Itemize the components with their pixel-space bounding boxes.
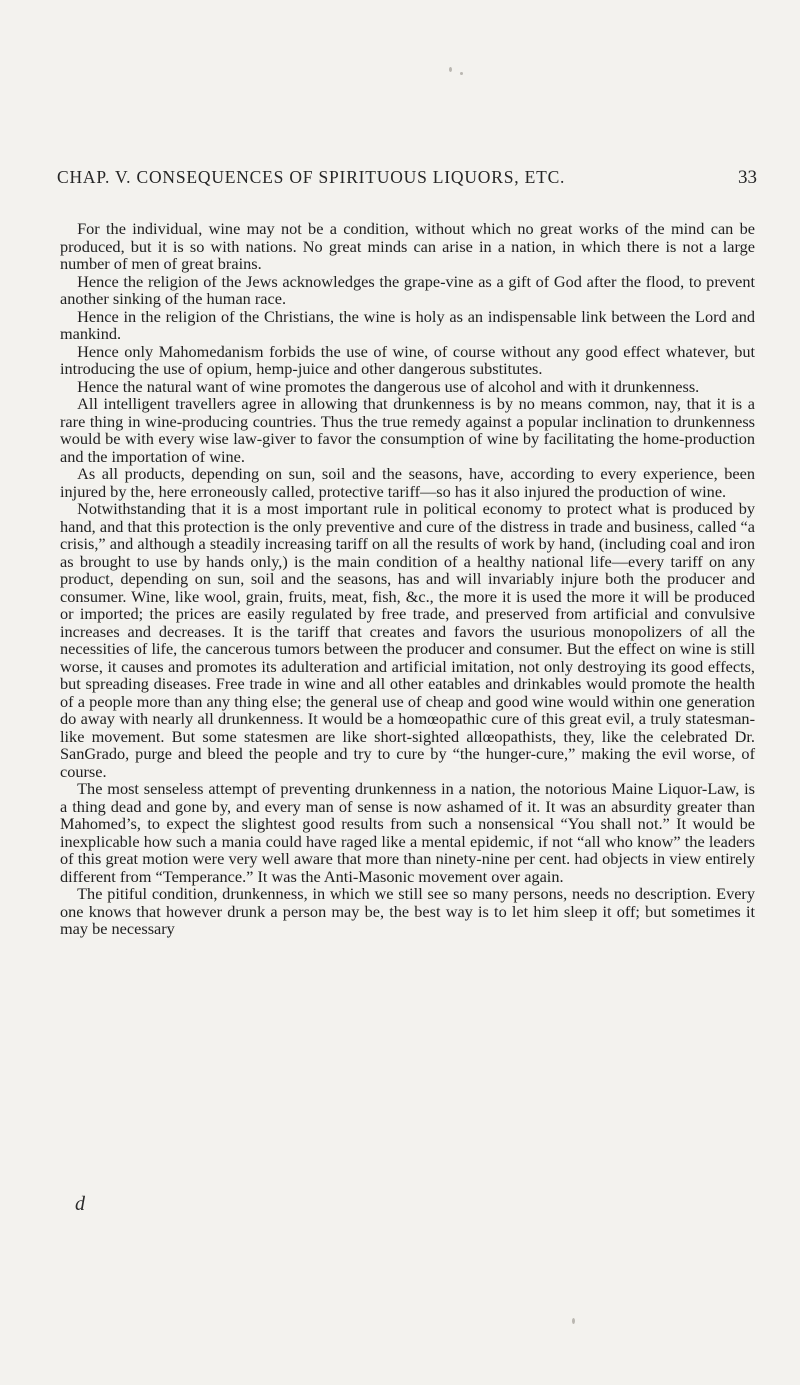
chapter-title: CHAP. V. CONSEQUENCES OF SPIRITUOUS LIQUORS, ETC. [57,167,566,187]
paragraph: Hence the natural want of wine promotes the dangerous use of alcohol and with it drunkenness. [77,376,700,396]
signature-mark: d [75,1193,85,1215]
paragraph: Hence the religion of the Jews acknowledges the grape-vine as a gift of God after the flood, to prevent another sinking of the human race. [60,271,755,308]
paper-speck [572,1318,575,1324]
body-text [60,220,755,938]
page-number: 33 [738,167,757,188]
paragraph: Hence in the religion of the Christians, the wine is holy as an indispensable link between the Lord and mankind. [60,306,755,343]
running-head [57,167,757,197]
paragraph: As all products, depending on sun, soil and the seasons, have, according to every experience, been injured by the, here erroneously called, protective tariff—so has it also injured the production of wine. [60,464,755,501]
paper-speck [460,72,463,75]
paragraph: All intelligent travellers agree in allowing that drunkenness is by no means common, nay, that it is a rare thing in wine-producing countries. Thus the true remedy against a popular inclination to drunkenness would be with every wise law-giver to favor the consumption of wine by facilitating the home-production and the importation of wine. [60,394,755,466]
paragraph: The pitiful condition, drunkenness, in which we still see so many persons, needs no description. Every one knows that however drunk a person may be, the best way is to let him sleep it off; but sometimes it may be necessary [60,884,755,938]
paragraph: The most senseless attempt of preventing drunkenness in a nation, the notorious Maine Liquor-Law, is a thing dead and gone by, and every man of sense is now ashamed of it. It was an absurdity greater than Mahomed’s, to expect the slightest good results from such a nonsensical “You shall not.” It would be inexplicable how such a mania could have raged like a mental epidemic, if not “all who know” the leaders of this great motion were very well aware that more than ninety-nine per cent. had objects in view entirely different from “Temperance.” It was the Anti-Masonic movement over again. [60,779,755,886]
paragraph: For the individual, wine may not be a condition, without which no great works of the mind can be produced, but it is so with nations. No great minds can arise in a nation, in which there is not a large number of men of great brains. [60,219,755,273]
paragraph: Notwithstanding that it is a most important rule in political economy to protect what is produced by hand, and that this protection is the only preventive and cure of the distress in trade and business, called “a crisis,” and although a steadily increasing tariff on all the results of work by hand, (including coal and iron as brought to use by hands only,) is the main condition of a healthy national life—every tariff on any product, depending on sun, soil and the seasons, has and will invariably injure both the producer and consumer. Wine, like wool, grain, fruits, meat, fish, &c., the more it is used the more it will be produced or imported; the prices are easily regulated by free trade, and preserved from artificial and convulsive increases and decreases. It is the tariff that creates and favors the usurious monopolizers of all the necessities of life, the cancerous tumors between the producer and consumer. But the effect on wine is still worse, it causes and promotes its adulteration and artificial imitation, not only destroying its good effects, but spreading diseases. Free trade in wine and all other eatables and drinkables would promote the health of a people more than any thing else; the general use of cheap and good wine would within one generation do away with nearly all drunkenness. It would be a homœopathic cure of this great evil, a truly statesman-like movement. But some statesmen are like short-sighted allœopathists, they, like the celebrated Dr. SanGrado, purge and bleed the people and try to cure by “the hunger-cure,” making the evil worse, of course. [60,499,755,781]
paragraph: Hence only Mahomedanism forbids the use of wine, of course without any good effect whatever, but introducing the use of opium, hemp-juice and other dangerous substitutes. [60,341,755,378]
paper-speck [449,67,452,72]
